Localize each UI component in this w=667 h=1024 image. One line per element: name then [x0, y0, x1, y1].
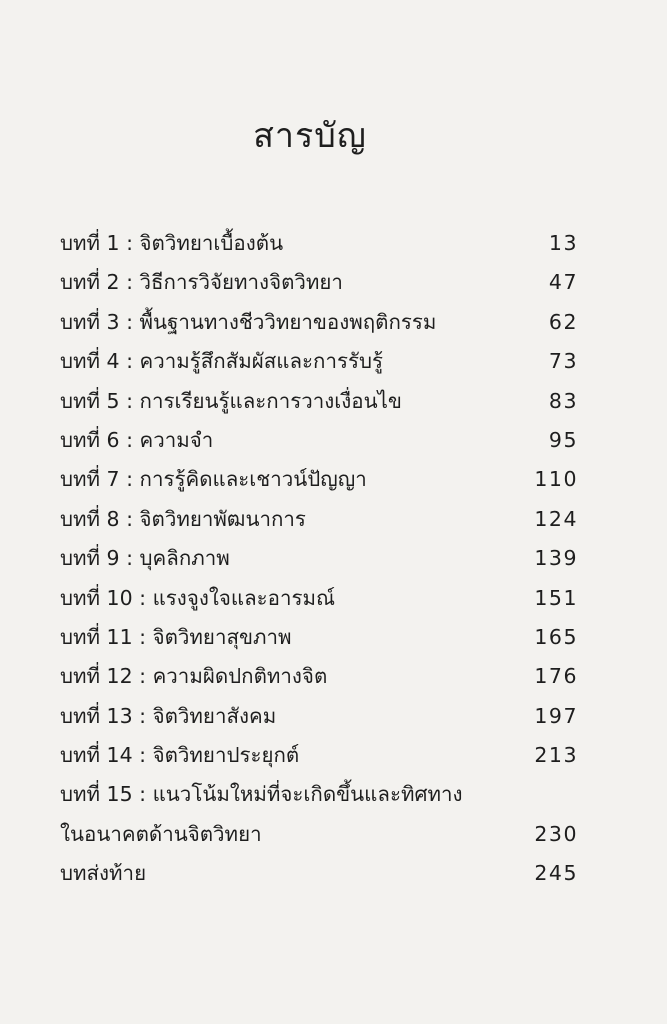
toc-entry-label: บทที่ 9 : บุคลิกภาพ: [60, 546, 230, 571]
toc-entry-label: บทที่ 10 : แรงจูงใจและอารมณ์: [60, 585, 336, 610]
toc-entry-page: 124: [534, 506, 578, 531]
toc-entry-page: 151: [534, 585, 578, 610]
toc-entry-14: [60, 736, 578, 775]
toc-entry-page: 230: [534, 821, 578, 846]
toc-entry-page: 213: [534, 743, 578, 768]
toc-entry-8: [60, 500, 578, 539]
toc-entry-label: บทที่ 11 : จิตวิทยาสุขภาพ: [60, 624, 292, 649]
page-title: สารบัญ: [253, 116, 367, 156]
toc-entry-page: 73: [548, 349, 578, 374]
toc-entry-6: [60, 421, 578, 460]
toc-entry-page: 176: [534, 664, 578, 689]
toc-entry-1: [60, 224, 578, 263]
toc-entry-page: 165: [534, 624, 578, 649]
toc-entry-label: บทที่ 14 : จิตวิทยาประยุกต์: [60, 743, 300, 768]
toc-entry-15-continued: [60, 815, 578, 854]
toc-entry-page: 139: [534, 546, 578, 571]
toc-entry-page: 95: [548, 427, 578, 452]
toc-entry-13: [60, 697, 578, 736]
toc-entry-label: บทที่ 8 : จิตวิทยาพัฒนาการ: [60, 506, 306, 531]
toc-entry-12: [60, 657, 578, 696]
toc-entry-5: [60, 382, 578, 421]
toc-entry-label: บทที่ 12 : ความผิดปกติทางจิต: [60, 664, 328, 689]
toc-entry-page: 245: [534, 861, 578, 886]
toc-entry-label: บทที่ 5 : การเรียนรู้และการวางเงื่อนไข: [60, 388, 402, 413]
toc-entry-15: [60, 775, 578, 814]
toc-entry-label: บทที่ 6 : ความจำ: [60, 427, 214, 452]
toc-entry-page: 47: [548, 270, 578, 295]
toc-entry-label: บทที่ 1 : จิตวิทยาเบื้องต้น: [60, 231, 284, 255]
toc-entry-label: บทที่ 4 : ความรู้สึกสัมผัสและการรับรู้: [60, 349, 384, 374]
toc-entry-7: [60, 460, 578, 499]
toc-entry-label: บทที่ 15 : แนวโน้มใหม่ที่จะเกิดขึ้นและทิศทาง: [60, 782, 463, 807]
toc-entry-epilogue: [60, 854, 578, 893]
toc-entry-page: 110: [534, 467, 578, 492]
toc-entry-9: [60, 539, 578, 578]
toc-entry-label: บทที่ 13 : จิตวิทยาสังคม: [60, 703, 277, 728]
toc-entry-page: 197: [534, 703, 578, 728]
toc-entry-label: ในอนาคตด้านจิตวิทยา: [60, 821, 262, 846]
toc-entry-4: [60, 342, 578, 381]
toc-entry-label: บทที่ 2 : วิธีการวิจัยทางจิตวิทยา: [60, 270, 343, 295]
toc-entry-label: บทส่งท้าย: [60, 861, 147, 886]
toc-entry-label: บทที่ 3 : พื้นฐานทางชีววิทยาของพฤติกรรม: [60, 309, 437, 334]
table-of-contents: [60, 224, 578, 894]
toc-entry-2: [60, 263, 578, 302]
toc-entry-page: 62: [548, 309, 578, 334]
toc-entry-page: 83: [548, 388, 578, 413]
toc-entry-label: บทที่ 7 : การรู้คิดและเชาวน์ปัญญา: [60, 467, 367, 492]
toc-entry-3: [60, 303, 578, 342]
toc-entry-11: [60, 618, 578, 657]
toc-entry-10: [60, 579, 578, 618]
toc-entry-page: 13: [548, 231, 578, 255]
